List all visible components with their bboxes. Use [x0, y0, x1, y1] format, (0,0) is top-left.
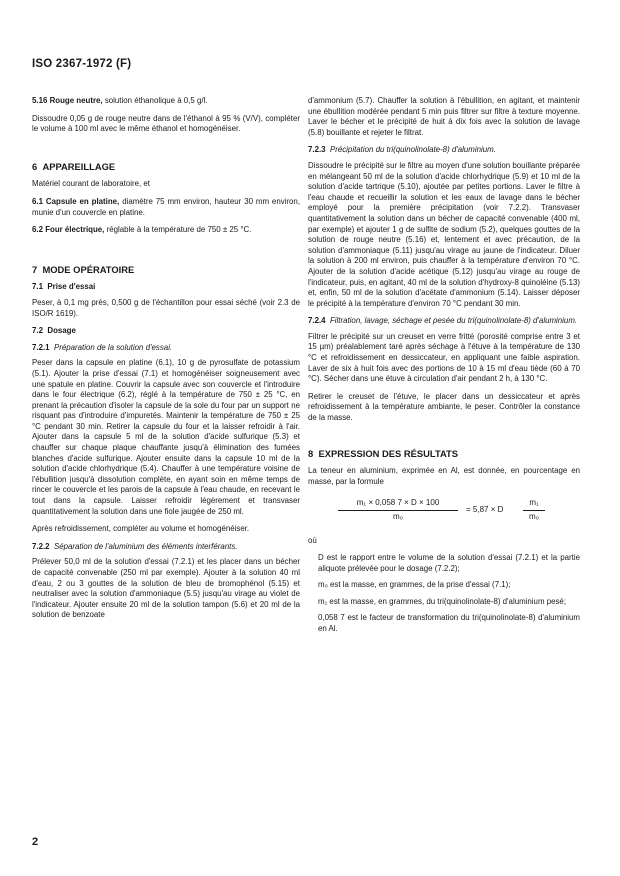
formula-denominator-2: m₀	[529, 512, 539, 521]
section-6-heading: 6 APPAREILLAGE	[32, 160, 116, 172]
section-7-2-2-text: Prélever 50,0 ml de la solution d'essai (7.2.1) et les placer dans un bécher de capacité convenable (250 ml par exemple). Ajouter à la solution 40 ml d'eau, 2 ou 3 gouttes de la solution de bleu de bromophénol (5.15) et neutraliser avec la solution d'ammoniaque (5.5) jusqu'au virage au violet de l'indicateur. Ajouter ensuite 20 ml de la solution tampon (5.6) et 20 ml de la solution de benzoate	[32, 557, 300, 620]
formula-numerator-1: m₁ × 0,058 7 × D × 100	[356, 498, 440, 508]
section-6-intro: Matériel courant de laboratoire, et	[32, 179, 150, 189]
section-7-2-1-heading: 7.2.1 Préparation de la solution d'essai.	[32, 342, 173, 352]
definition-d: D est le rapport entre le volume de la solution d'essai (7.2.1) et la partie aliquote prélevée pour le dosage (7.2.2);	[318, 553, 580, 573]
section-7-2-3-heading: 7.2.3 Précipitation du tri(quinolinolate-8) d'aluminium.	[308, 145, 496, 155]
section-7-2-4-text: Filtrer le précipité sur un creuset en verre fritté (porosité comprise entre 3 et 15 µm) préalablement taré après séchage à l'étuve à la température de 130 °C et refroidissement en dessiccateur, en appliquant une faible aspiration. Laver de six à huit fois avec des portions de 10 à 15 ml d'eau tiède (60 à 70 °C). Sécher dans une étuve à circulation d'air pendant 2 h, à 130 °C.	[308, 331, 580, 384]
formula-numerator-2: m₁	[529, 498, 539, 508]
section-7-2-heading: 7.2 Dosage	[32, 326, 76, 336]
section-5-16-text: Dissoudre 0,05 g de rouge neutre dans de l'éthanol à 95 % (V/V), compléter le volume à 100 ml avec le même éthanol et homogénéiser.	[32, 113, 300, 134]
section-5-16: 5.16 Rouge neutre, solution éthanolique à 0,5 g/l.	[32, 96, 208, 105]
definition-factor: 0,058 7 est le facteur de transformation du tri(quinolinolate-8) d'aluminium en Al.	[318, 613, 580, 633]
page-header: ISO 2367-1972 (F)	[32, 58, 132, 70]
section-7-2-2-heading: 7.2.2 Séparation de l'aluminium des éléments interférants.	[32, 541, 238, 551]
definition-m1: m₁ est la masse, en grammes, du tri(quinolinolate-8) d'aluminium pesé;	[318, 596, 567, 606]
section-6-2: 6.2 Four électrique, réglable à la température de 750 ± 25 °C.	[32, 225, 252, 235]
left-column	[32, 96, 300, 628]
formula-fraction-1	[338, 498, 458, 522]
section-7-2-1-text-2: Après refroidissement, compléter au volume et homogénéiser.	[32, 524, 250, 534]
section-6-1: 6.1 Capsule en platine, diamètre 75 mm environ, hauteur 30 mm environ, munie d'un couvercle en platine.	[32, 196, 301, 217]
definition-m0: m₀ est la masse, en grammes, de la prise d'essai (7.1);	[318, 580, 511, 590]
section-7-2-4-heading: 7.2.4 Filtration, lavage, séchage et pesée du tri(quinolinolate-8) d'aluminium.	[308, 316, 578, 326]
formula-equals: = 5,87 × D	[466, 505, 504, 515]
page-number: 2	[32, 836, 39, 848]
formula-denominator-1: m₀	[393, 512, 403, 521]
formula-fraction-2	[523, 498, 545, 522]
section-7-heading: 7 MODE OPÉRATOIRE	[32, 263, 135, 275]
section-7-1-heading: 7.1 Prise d'essai	[32, 282, 96, 292]
right-column	[308, 96, 580, 641]
section-7-2-1-text: Peser dans la capsule en platine (6.1), 10 g de pyrosulfate de potassium (5.1). Ajouter la prise d'essai (7.1) et homogénéiser soigneusement avec une spatule en platine. Couvrir la capsule avec son couvercle et l'introduire dans le four électrique (6.2), réglé à la température de 750 ± 25 °C, en prenant la précaution d'isoler la capsule de la sole du four par un support ne risquant pas d'introduire d'impuretés. Maintenir la température de 750 ± 25 °C pendant 30 min. Retirer la capsule du four et la laisser refroidir à l'air. Ajouter dans la capsule 5 ml de la solution d'acide sulfurique (5.3) et chauffer sur chaque plaque chauffante jusqu'à élimination des fumées blanches d'acide sulfurique. Ajouter ensuite dans la capsule 10 ml de la solution d'acide chlorhydrique (5.4). Chauffer à une température voisine de l'ébullition jusqu'à dissolution complète, en ayant soin en même temps de rincer le couvercle et les parois de la capsule à l'eau chaude, en recevant le tout dans la capsule. Laisser refroidir légèrement et transvaser quantitativement la solution dans une fiole jaugée de 250 ml.	[32, 358, 300, 516]
section-7-2-2-continued: d'ammonium (5.7). Chauffer la solution à l'ébullition, en agitant, et maintenir une ébullition modérée pendant 5 min puis filtrer sur filtre à texture moyenne. Laver le bécher et le précipité de huit à dix fois avec la solution de lavage (5.8) bouillante et rejeter le filtrat.	[308, 96, 580, 137]
section-8-heading: 8 EXPRESSION DES RÉSULTATS	[308, 447, 459, 459]
section-8-text: La teneur en aluminium, exprimée en Al, est donnée, en pourcentage en masse, par la formule	[308, 466, 580, 486]
section-7-2-4-text-2: Retirer le creuset de l'étuve, le placer dans un dessiccateur et après refroidissement à la température ambiante, le peser. Contrôler la constance de la masse.	[308, 391, 580, 423]
formula-where: où	[308, 536, 317, 546]
section-7-1-text: Peser, à 0,1 mg près, 0,500 g de l'échantillon pour essai séché (voir 2.3 de ISO/R 1619).	[32, 297, 300, 318]
section-7-2-3-text: Dissoudre le précipité sur le filtre au moyen d'une solution bouillante préparée en mélangeant 50 ml de la solution d'acide chlorhydrique (5.9) et 10 ml de la solution d'acide tartrique (5.10), ajoutée par petites portions. Laver le filtre à l'eau chaude et recueillir la solution et les eaux de lavage dans le bécher employé pour la première précipitation (voir 7.2.2). Transvaser quantitativement la solution dans un bécher de capacité convenable (400 ml, par exemple) et ajouter 1 g de sulfite de sodium (5.2), quelques gouttes de la solution de rouge neutre (5.16) et, lentement et avec précaution, de la solution d'ammoniaque (5.11) jusqu'au virage au jaune de l'indicateur. Diluer la solution à 200 ml environ, puis chauffer à la température d'environ 70 °C. Ajouter de la solution d'acide acétique (5.12) jusqu'au virage au rouge de l'indicateur, puis, en agitant, 40 ml de la solution d'hydroxy-8 quinoléine (5.13) et, enfin, 50 ml de la solution d'acétate d'ammonium (5.14). Laisser déposer le précipité à la température d'environ 70 °C pendant 30 min.	[308, 160, 580, 308]
result-formula	[308, 494, 580, 528]
